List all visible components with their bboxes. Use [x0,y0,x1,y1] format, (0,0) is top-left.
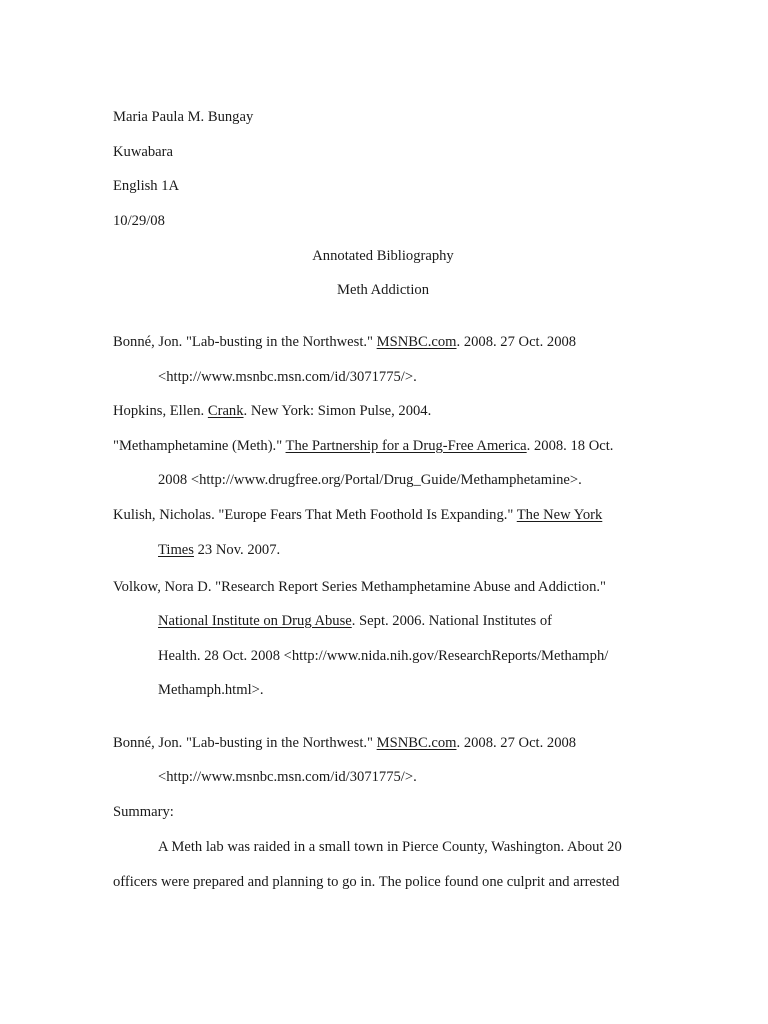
annotation-entry [113,734,576,752]
bib-entry-1-author: Bonné, Jon. "Lab-busting in the Northwest." [113,334,377,350]
bib-entry-3 [113,437,613,455]
bib-entry-1-url: <http://www.msnbc.msn.com/id/3071775/>. [158,369,417,385]
bib-entry-1-date: . 2008. 27 Oct. 2008 [456,334,577,350]
bib-entry-5-line3: Health. 28 Oct. 2008 <http://www.nida.nih.gov/ResearchReports/Methamph/ [158,648,609,664]
bib-entry-1-site: MSNBC.com [376,334,457,350]
bib-entry-2-title: Crank [207,403,244,419]
bib-entry-4-publication-b: Times [158,542,194,558]
author-name: Maria Paula M. Bungay [113,109,254,125]
bib-entry-2 [113,402,431,420]
bib-entry-5-line4: Methamph.html>. [158,682,264,698]
bib-entry-3-url: 2008 <http://www.drugfree.org/Portal/Drug_Guide/Methamphetamine>. [158,472,582,488]
bib-entry-4-author: Kulish, Nicholas. "Europe Fears That Meth Foothold Is Expanding." [113,507,517,523]
bib-entry-3-date: . 2008. 18 Oct. [526,438,614,454]
bib-entry-2-publisher: . New York: Simon Pulse, 2004. [243,403,432,419]
bib-entry-5-date: . Sept. 2006. National Institutes of [351,613,552,629]
annotation-url: <http://www.msnbc.msn.com/id/3071775/>. [158,769,417,785]
bib-entry-1 [113,333,576,351]
bib-entry-3-title: "Methamphetamine (Meth)." [113,438,286,454]
annotation-author: Bonné, Jon. "Lab-busting in the Northwest." [113,735,377,751]
bib-entry-4 [113,506,602,524]
bib-entry-4-date: 23 Nov. 2007. [193,542,281,558]
bib-entry-3-site: The Partnership for a Drug-Free America [285,438,527,454]
bib-entry-4-publication-a: The New York [516,507,603,523]
bib-entry-5-org: National Institute on Drug Abuse [158,613,352,629]
summary-paragraph-line-1: A Meth lab was raided in a small town in Pierce County, Washington. About 20 [158,839,622,855]
document-date: 10/29/08 [113,213,165,229]
annotation-date: . 2008. 27 Oct. 2008 [456,735,577,751]
annotation-site: MSNBC.com [376,735,457,751]
page-subtitle: Meth Addiction [336,282,430,298]
instructor-name: Kuwabara [113,144,173,160]
course-name: English 1A [113,178,180,194]
page-title: Annotated Bibliography [312,248,454,264]
summary-label: Summary: [113,804,174,820]
bib-entry-2-author: Hopkins, Ellen. [113,403,208,419]
bib-entry-4-cont [158,541,280,559]
summary-paragraph-line-2: officers were prepared and planning to go in. The police found one culprit and arrested [113,874,620,890]
bib-entry-5: Volkow, Nora D. "Research Report Series Methamphetamine Abuse and Addiction." [113,579,607,595]
bib-entry-5-line2 [158,612,552,630]
